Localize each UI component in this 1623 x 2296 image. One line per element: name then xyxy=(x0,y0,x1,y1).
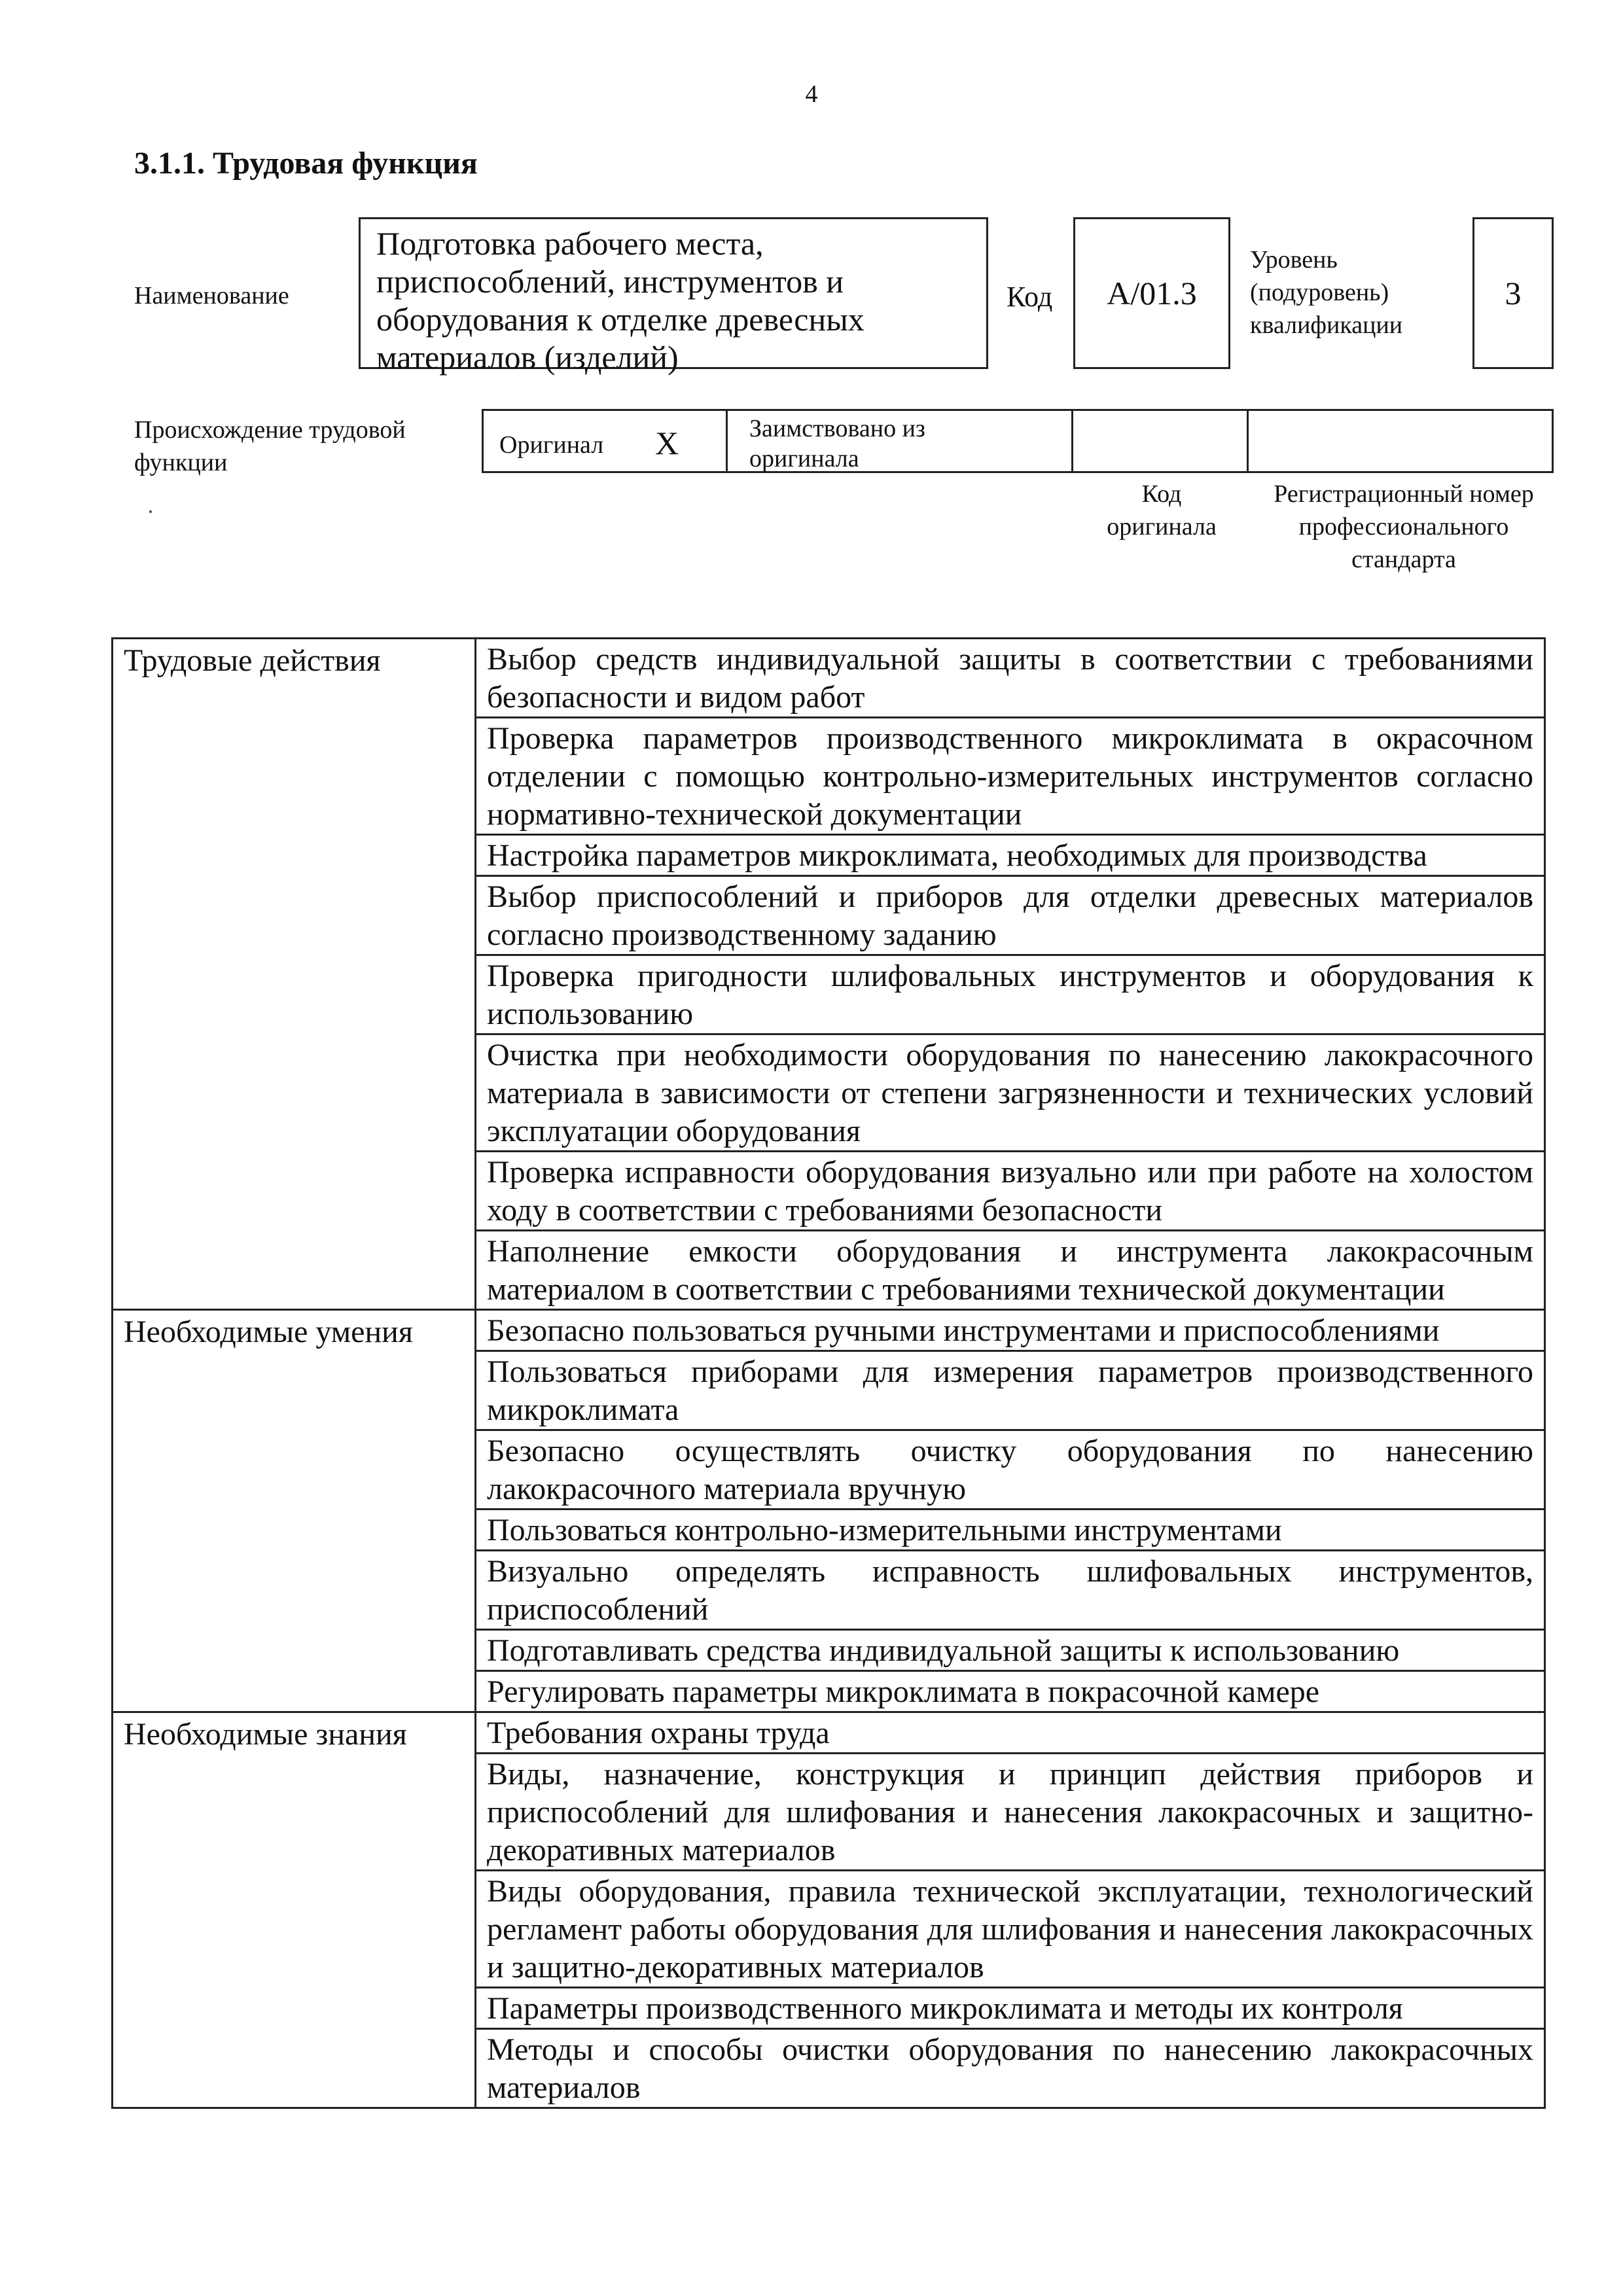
item-cell: Регулировать параметры микроклимата в покрасочной камере xyxy=(476,1671,1545,1712)
item-cell: Проверка пригодности шлифовальных инструментов и оборудования к использованию xyxy=(476,955,1545,1034)
origin-divider xyxy=(1247,411,1249,471)
borrowed-label: Заимствовано из оригинала xyxy=(749,415,925,472)
item-cell: Выбор приспособлений и приборов для отделки древесных материалов согласно производственному заданию xyxy=(476,876,1545,955)
table-row xyxy=(113,639,1545,718)
original-mark: X xyxy=(655,425,679,461)
item-cell: Наполнение емкости оборудования и инструмента лакокрасочным материалом в соответствии с требованиями технической документации xyxy=(476,1231,1545,1310)
item-cell: Подготавливать средства индивидуальной защиты к использованию xyxy=(476,1630,1545,1671)
origin-divider xyxy=(726,411,728,471)
item-cell: Виды оборудования, правила технической эксплуатации, технологический регламент работы оборудования для шлифования и нанесения лакокрасочных и защитно-декоративных материалов xyxy=(476,1871,1545,1988)
item-cell: Безопасно осуществлять очистку оборудования по нанесению лакокрасочного материала вручную xyxy=(476,1430,1545,1510)
item-cell: Визуально определять исправность шлифовальных инструментов, приспособлений xyxy=(476,1551,1545,1630)
item-cell: Проверка параметров производственного микроклимата в окрасочном отделении с помощью контрольно-измерительных инструментов согласно нормативно-технической документации xyxy=(476,718,1545,835)
item-cell: Очистка при необходимости оборудования по нанесению лакокрасочного материала в зависимости от степени загрязненности и технических условий эксплуатации оборудования xyxy=(476,1034,1545,1152)
function-table xyxy=(111,637,1546,2109)
scan-dot xyxy=(149,510,152,513)
item-cell: Требования охраны труда xyxy=(476,1712,1545,1754)
item-cell: Проверка исправности оборудования визуально или при работе на холостом ходу в соответствии с требованиями безопасности xyxy=(476,1152,1545,1231)
name-label: Наименование xyxy=(134,282,289,309)
page-number: 4 xyxy=(805,80,818,108)
name-value-box: Подготовка рабочего места, приспособлений, инструментов и оборудования к отделке древесных материалов (изделий) xyxy=(359,217,988,369)
original-code-caption: Код оригинала xyxy=(1107,480,1217,540)
code-label: Код xyxy=(1007,281,1053,313)
origin-row xyxy=(482,409,1554,473)
item-cell: Виды, назначение, конструкция и принцип действия приборов и приспособлений для шлифования и нанесения лакокрасочных и защитно-декоративных материалов xyxy=(476,1754,1545,1871)
table-row xyxy=(113,1712,1545,1754)
item-cell: Параметры производственного микроклимата и методы их контроля xyxy=(476,1988,1545,2029)
category-cell: Трудовые действия xyxy=(113,639,476,1310)
category-cell: Необходимые знания xyxy=(113,1712,476,2108)
level-value-box: 3 xyxy=(1472,217,1554,369)
item-cell: Безопасно пользоваться ручными инструментами и приспособлениями xyxy=(476,1310,1545,1351)
table-row xyxy=(113,1310,1545,1351)
reg-number-caption: Регистрационный номер профессионального стандарта xyxy=(1274,480,1534,573)
item-cell: Методы и способы очистки оборудования по нанесению лакокрасочных материалов xyxy=(476,2029,1545,2108)
item-cell: Пользоваться контрольно-измерительными инструментами xyxy=(476,1510,1545,1551)
original-label: Оригинал xyxy=(499,431,604,459)
origin-label: Происхождение трудовой функции xyxy=(134,416,406,476)
item-cell: Настройка параметров микроклимата, необходимых для производства xyxy=(476,835,1545,876)
code-value-box: А/01.3 xyxy=(1073,217,1230,369)
section-title: 3.1.1. Трудовая функция xyxy=(134,146,478,181)
origin-divider xyxy=(1071,411,1073,471)
item-cell: Пользоваться приборами для измерения параметров производственного микроклимата xyxy=(476,1351,1545,1430)
item-cell: Выбор средств индивидуальной защиты в соответствии с требованиями безопасности и видом работ xyxy=(476,639,1545,718)
category-cell: Необходимые умения xyxy=(113,1310,476,1712)
level-label: Уровень (подуровень) квалификации xyxy=(1250,246,1403,339)
